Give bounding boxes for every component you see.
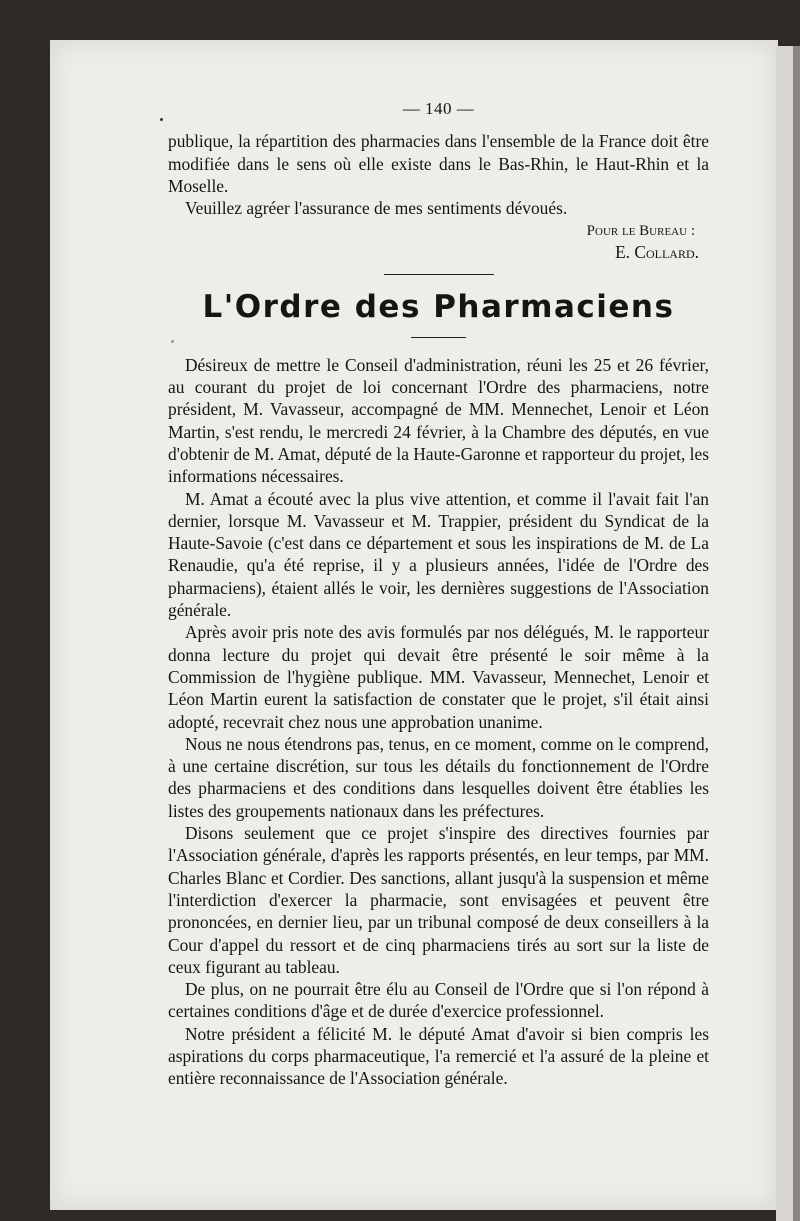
intro-paragraph-2: Veuillez agréer l'assurance de mes sentiments dévoués. xyxy=(185,198,568,219)
article-paragraph: Après avoir pris note des avis formulés par nos délégués, M. le rapporteur donna lecture du projet qui devait être présenté le soir même à la Commission de l'hygiène publique. MM. Vavasseur, Mennechet, Lenoir et Léon Martin eurent la satisfaction de constater que le projet, s'il était ainsi adopté, recevrait chez nous une approbation unanime. xyxy=(168,622,709,732)
section-divider xyxy=(384,274,494,275)
article-title: L'Ordre des Pharmaciens xyxy=(202,288,675,325)
title-underline xyxy=(411,337,466,338)
article-paragraph: M. Amat a écouté avec la plus vive attention, et comme il l'avait fait l'an dernier, lorsque M. Vavasseur et M. Trappier, président du Syndicat de la Haute-Savoie (c'est dans ce département et sous les inspirations de M. de La Renaudie, qu'a été reprise, il y a plusieurs années, l'idée de l'Ordre des pharmaciens), étaient allés le voir, les dernières suggestions de l'Association générale. xyxy=(168,488,709,621)
article-paragraph: Désireux de mettre le Conseil d'administration, réuni les 25 et 26 février, au courant du projet de loi concernant l'Ordre des pharmaciens, notre président, M. Vavasseur, accompagné de MM. Mennechet, Lenoir et Léon Martin, s'est rendu, le mercredi 24 février, à la Chambre des députés, en vue d'obtenir de M. Amat, député de la Haute-Garonne et rapporteur du projet, les informations nécessaires. xyxy=(168,354,709,487)
ink-speck xyxy=(160,118,163,121)
page-number: — 140 — xyxy=(402,99,475,118)
book-edge xyxy=(793,46,800,1221)
article-paragraph: Notre président a félicité M. le député Amat d'avoir si bien compris les aspirations du corps pharmaceutique, l'a remercié et l'a assuré de la pleine et entière reconnaissance de l'Association générale. xyxy=(168,1023,709,1089)
article-paragraph: Nous ne nous étendrons pas, tenus, en ce moment, comme on le comprend, à une certaine discrétion, sur tous les détails du fonctionnement de l'Ordre des pharmaciens et des conditions dans lesquelles doivent être établies les listes des groupements nationaux dans les préfectures. xyxy=(168,733,709,821)
article-paragraph: Disons seulement que ce projet s'inspire des directives fournies par l'Association générale, d'après les rapports présentés, en leur temps, par MM. Charles Blanc et Cordier. Des sanctions, allant jusqu'à la suspension et même l'interdiction d'exercer la pharmacie, sont envisagées et peuvent être prononcées, en dernier lieu, par un tribunal composé de deux conseillers à la Cour d'appel du ressort et de cinq pharmaciens tirés au sort sur la liste de ceux figurant au tableau. xyxy=(168,823,709,977)
signature-title: Pour le Bureau : xyxy=(586,223,695,240)
page-content xyxy=(168,98,709,1090)
signature-name: E. Collard. xyxy=(615,242,699,263)
article-paragraph: De plus, on ne pourrait être élu au Conseil de l'Ordre que si l'on répond à certaines conditions d'âge et de durée d'exercice professionnel. xyxy=(168,979,709,1022)
intro-paragraph-1: publique, la répartition des pharmacies dans l'ensemble de la France doit être modifiée dans le sens où elle existe dans le Bas-Rhin, le Haut-Rhin et la Moselle. xyxy=(168,131,709,196)
